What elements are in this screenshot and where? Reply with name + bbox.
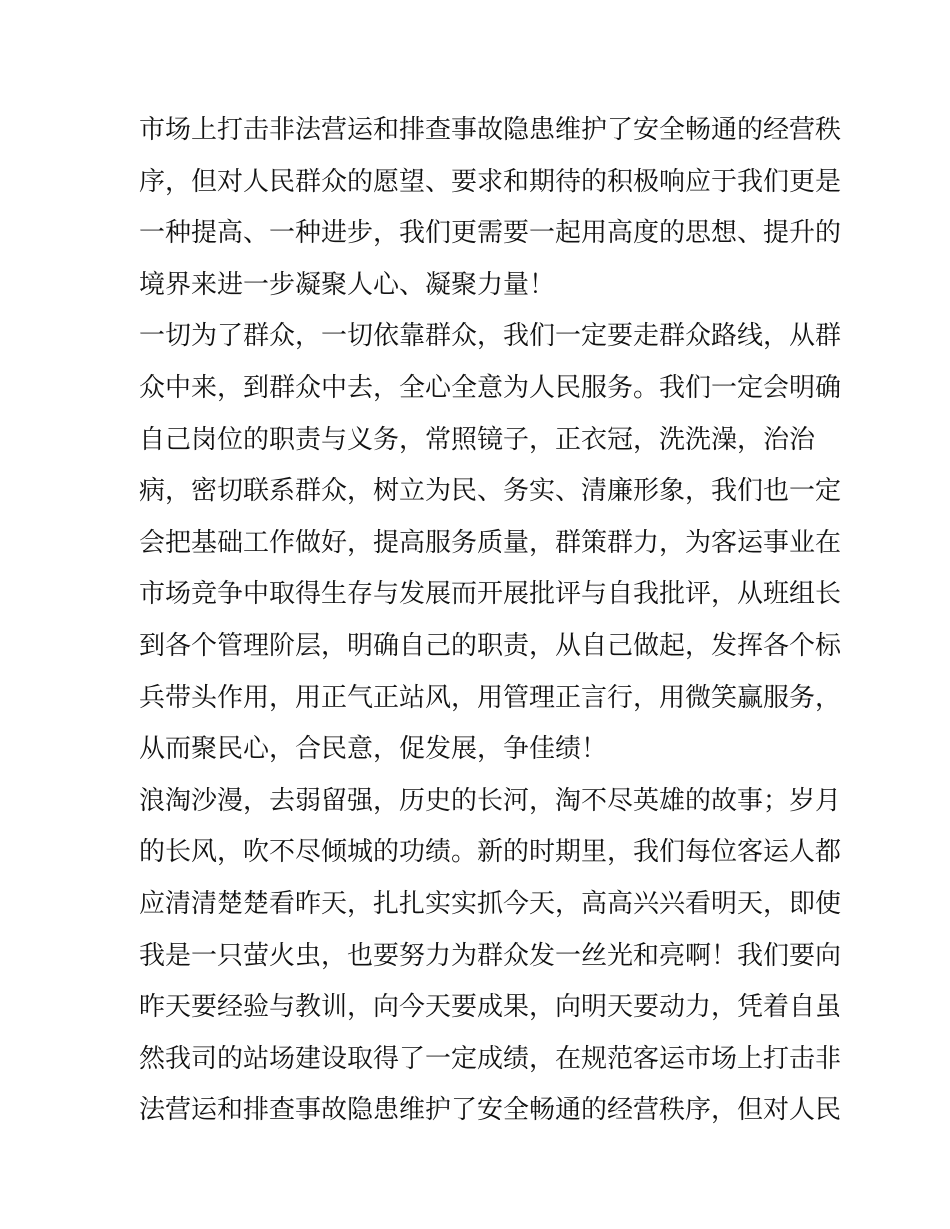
- text-line: 兵带头作用，用正气正站风，用管理正言行，用微笑赢服务，: [139, 682, 842, 713]
- text-line: 众中来，到群众中去，全心全意为人民服务。我们一定会明确: [139, 372, 842, 403]
- text-line: 然我司的站场建设取得了一定成绩，在规范客运市场上打击非: [139, 1043, 842, 1074]
- text-line: 应清清楚楚看昨天，扎扎实实抓今天，高高兴兴看明天，即使: [139, 888, 842, 919]
- text-line: 一种提高、一种进步，我们更需要一起用高度的思想、提升的: [139, 218, 842, 249]
- text-line: 病，密切联系群众，树立为民、务实、清廉形象，我们也一定: [139, 476, 842, 507]
- text-line: 自己岗位的职责与义务，常照镜子，正衣冠，洗洗澡，治治: [139, 424, 816, 455]
- text-line: 浪淘沙漫，去弱留强，历史的长河，淘不尽英雄的故事；岁月: [139, 785, 842, 816]
- text-line: 从而聚民心，合民意，促发展，争佳绩！: [139, 734, 608, 765]
- text-line: 序，但对人民群众的愿望、要求和期待的积极响应于我们更是: [139, 166, 842, 197]
- text-line: 我是一只萤火虫，也要努力为群众发一丝光和亮啊！我们要向: [139, 940, 842, 971]
- text-line: 法营运和排查事故隐患维护了安全畅通的经营秩序，但对人民: [139, 1095, 842, 1126]
- text-line: 境界来进一步凝聚人心、凝聚力量！: [139, 269, 556, 300]
- text-line: 市场竞争中取得生存与发展而开展批评与自我批评，从班组长: [139, 579, 842, 610]
- text-line: 的长风，吹不尽倾城的功绩。新的时期里，我们每位客运人都: [139, 837, 842, 868]
- text-line: 昨天要经验与教训，向今天要成果，向明天要动力，凭着自虽: [139, 992, 842, 1023]
- text-line: 会把基础工作做好，提高服务质量，群策群力，为客运事业在: [139, 527, 842, 558]
- document-body: [139, 105, 842, 1137]
- text-line: 市场上打击非法营运和排查事故隐患维护了安全畅通的经营秩: [139, 115, 842, 145]
- text-line: 到各个管理阶层，明确自己的职责，从自己做起，发挥各个标: [139, 630, 842, 661]
- text-line: 一切为了群众，一切依靠群众，我们一定要走群众路线，从群: [139, 321, 842, 352]
